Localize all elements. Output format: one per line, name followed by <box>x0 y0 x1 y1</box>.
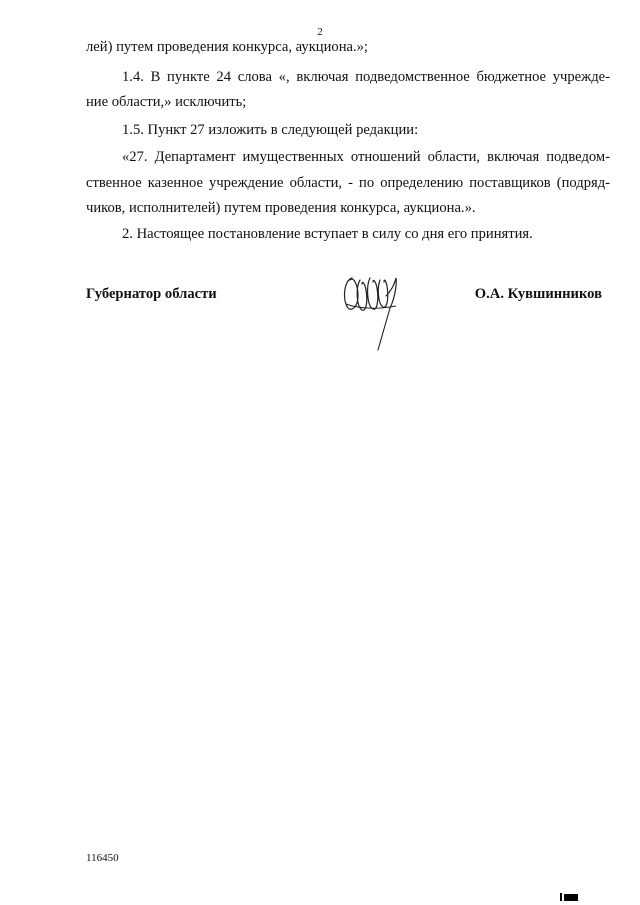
document-code: 116450 <box>86 852 119 864</box>
signatory-name: О.А. Кувшинников <box>474 286 602 302</box>
text-line-8: 2. Настоящее постановление вступает в силу со дня его принятия. <box>122 226 533 242</box>
text-line-5: «27. Департамент имущественных отношений области, включая подведом- <box>122 149 610 165</box>
text-line-2: 1.4. В пункте 24 слова «, включая подведомственное бюджетное учрежде- <box>122 69 610 85</box>
text-line-6: ственное казенное учреждение области, - по определению поставщиков (подряд- <box>86 175 610 191</box>
scan-corner-mark <box>560 893 578 901</box>
text-line-4: 1.5. Пункт 27 изложить в следующей редакции: <box>122 122 419 138</box>
signatory-title: Губернатор области <box>86 286 217 302</box>
page-number: 2 <box>317 26 323 38</box>
handwritten-signature <box>336 266 406 352</box>
text-line-1: лей) путем проведения конкурса, аукциона.»; <box>86 39 368 55</box>
text-line-7: чиков, исполнителей) путем проведения конкурса, аукциона.». <box>86 200 476 216</box>
text-line-3: ние области,» исключить; <box>86 94 247 110</box>
